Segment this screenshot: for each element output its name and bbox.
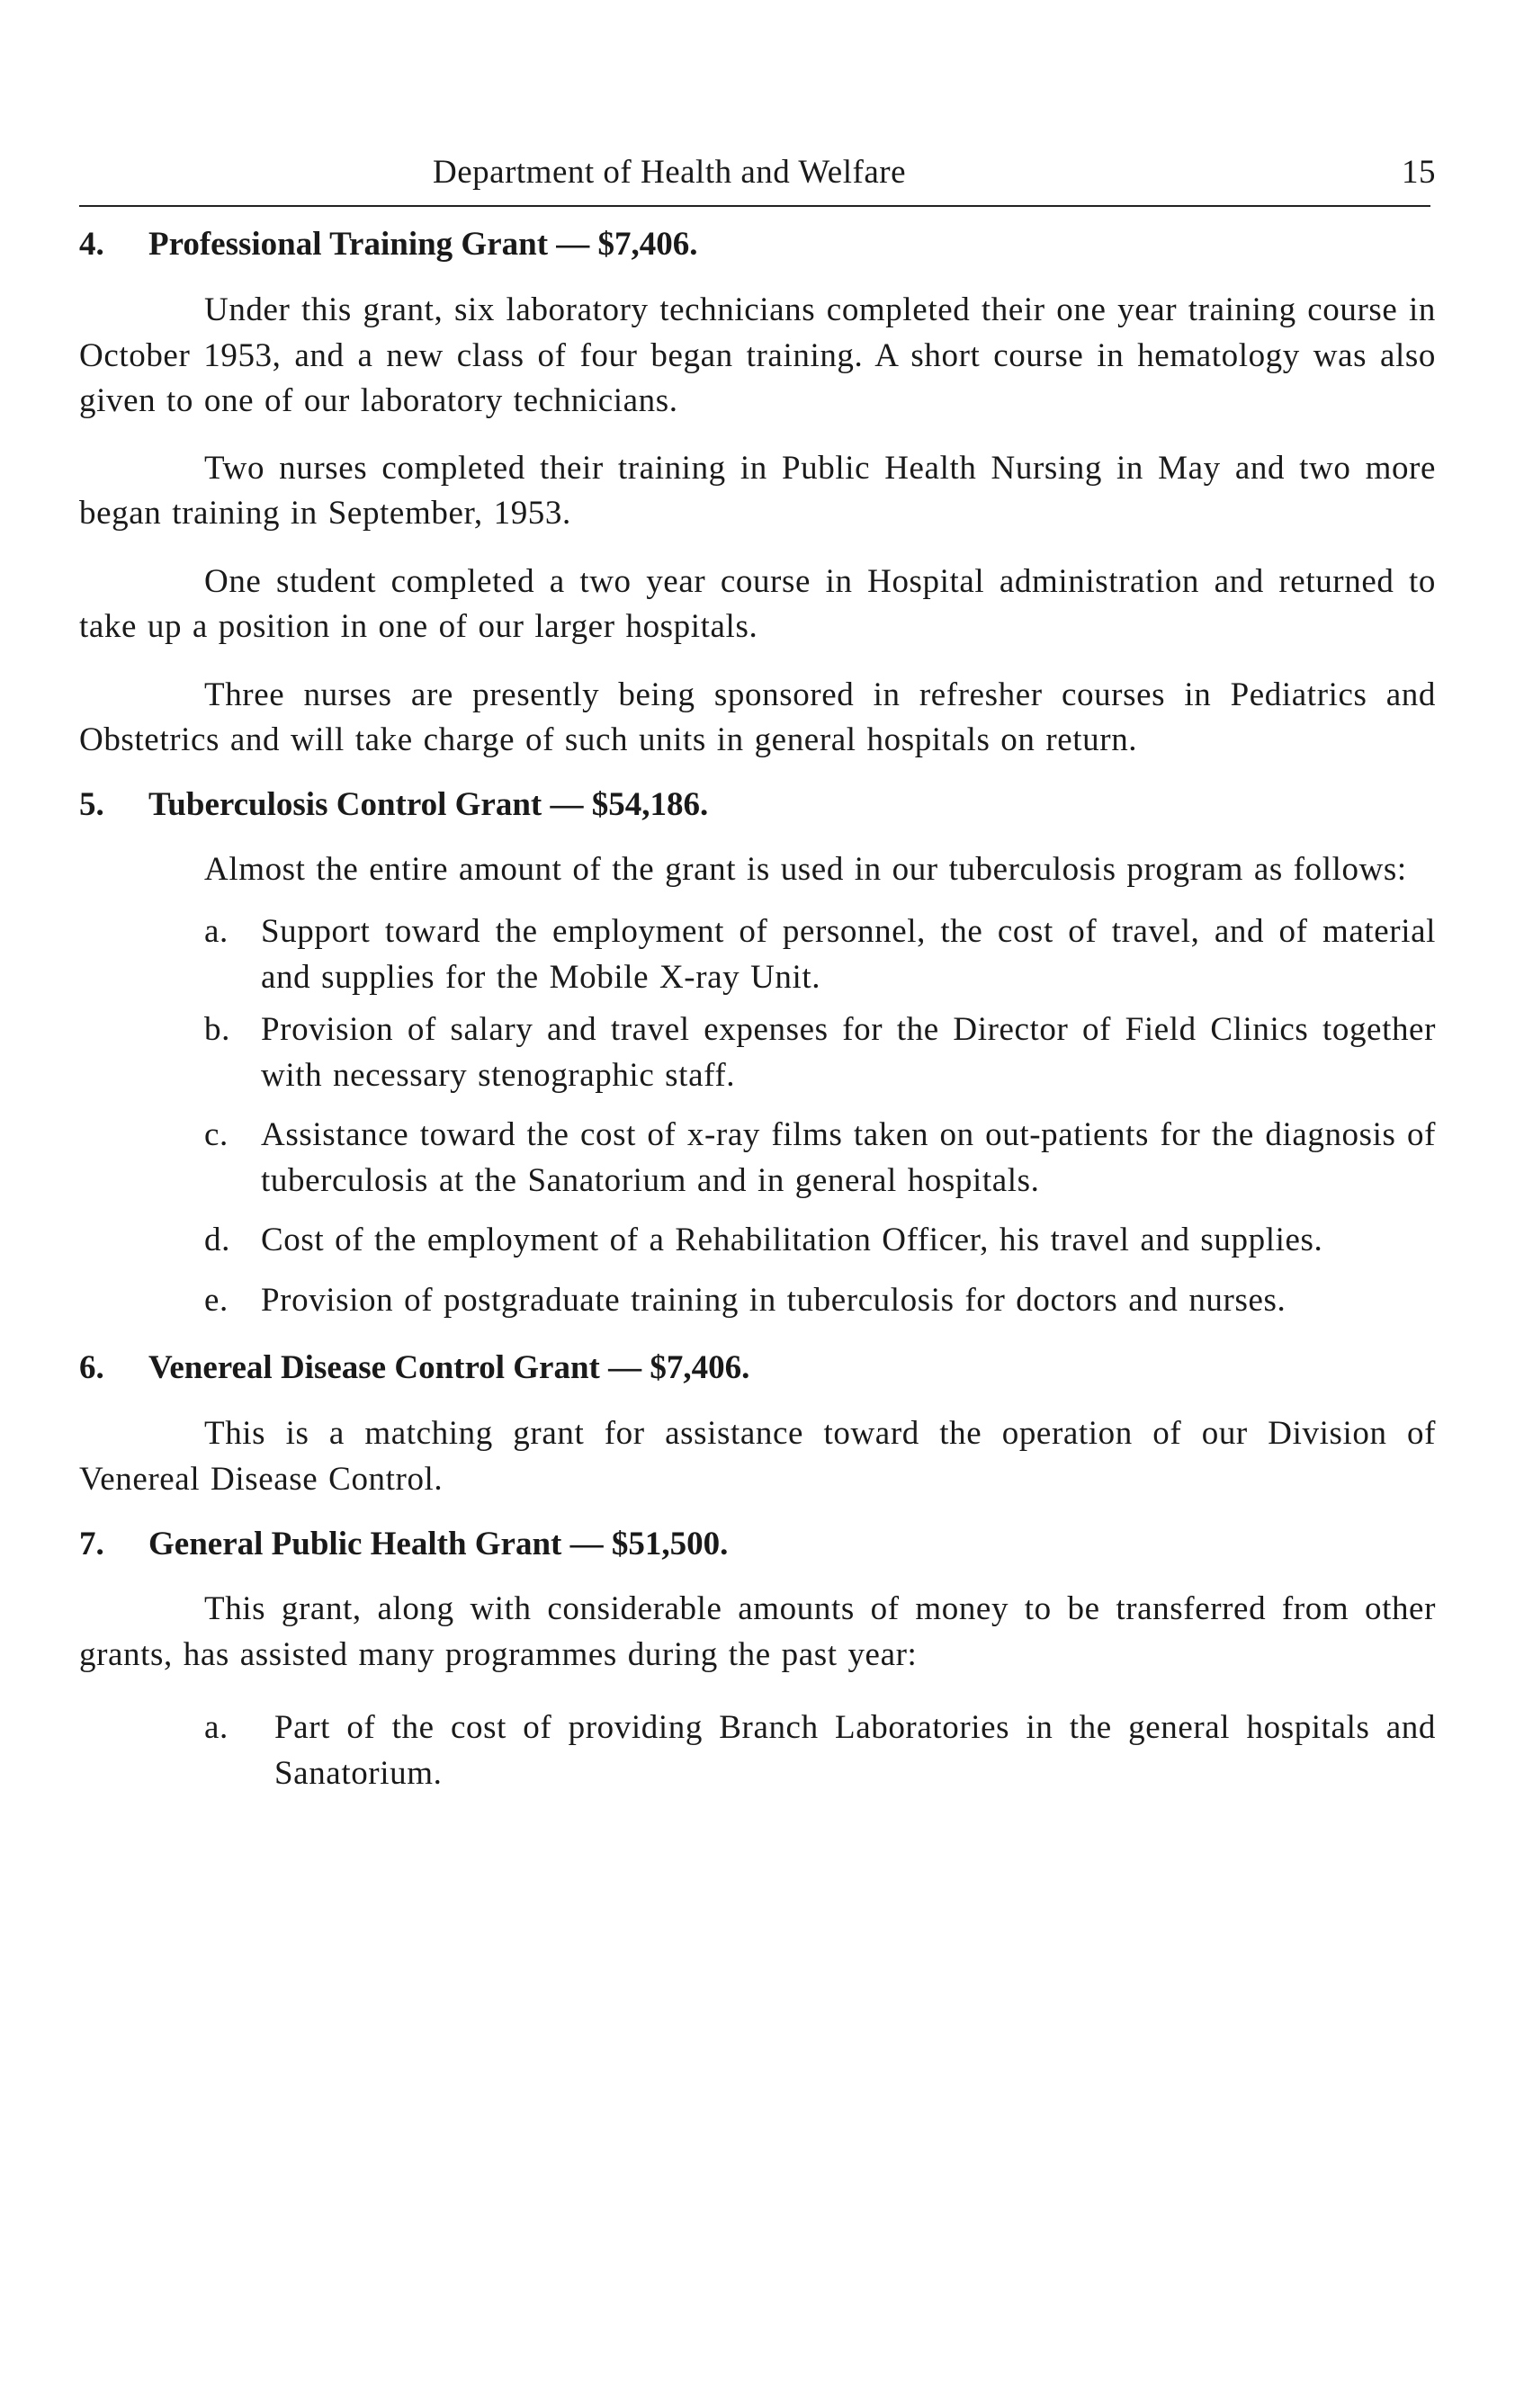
section-number: 5.	[79, 785, 104, 823]
list-item-text: Assistance toward the cost of x-ray films taken on out-patients for the diagnosis of tuberculosis at the Sanatorium and in general hospitals.	[261, 1116, 1436, 1199]
paragraph: Two nurses completed their training in Public Health Nursing in May and two more began training in September, 1953.	[79, 449, 1436, 532]
list-item-letter: c.	[204, 1116, 229, 1153]
list-item-text: Part of the cost of providing Branch Laboratories in the general hospitals and Sanatorium.	[274, 1709, 1436, 1792]
list-item-letter: d.	[204, 1222, 230, 1258]
paragraph: This grant, along with considerable amounts of money to be transferred from other grants, has assisted many programmes during the past year:	[79, 1590, 1436, 1673]
section-number: 4.	[79, 226, 104, 263]
list-item-text: Cost of the employment of a Rehabilitation Officer, his travel and supplies.	[261, 1222, 1323, 1258]
page-number: 15	[1402, 154, 1436, 191]
list-item	[204, 909, 1436, 1000]
paragraph: Under this grant, six laboratory technicians completed their one year training course in October 1953, and a new class of four began training. A short course in hematology was also given to one of our laboratory technicians.	[79, 291, 1436, 419]
section-title: Professional Training Grant — $7,406.	[148, 226, 698, 263]
paragraph: Almost the entire amount of the grant is used in our tuberculosis program as follows:	[204, 850, 1407, 888]
list-item-letter: e.	[204, 1281, 229, 1319]
list-item-text: Support toward the employment of personnel, the cost of travel, and of material and supplies for the Mobile X-ray Unit.	[261, 913, 1436, 996]
section-tuberculosis-control	[79, 783, 1436, 1324]
document-page	[79, 153, 1436, 1796]
section-number: 6.	[79, 1349, 104, 1386]
section-number: 7.	[79, 1526, 104, 1562]
paragraph: This is a matching grant for assistance toward the operation of our Division of Venereal Disease Control.	[79, 1415, 1436, 1498]
list-item-text: Provision of postgraduate training in tuberculosis for doctors and nurses.	[261, 1281, 1286, 1319]
section-heading	[79, 1522, 1436, 1567]
list-item-letter: a.	[204, 1709, 229, 1746]
section-title: Venereal Disease Control Grant — $7,406.	[148, 1349, 750, 1386]
public-health-program-list	[204, 1705, 1436, 1796]
section-professional-training	[79, 222, 1436, 764]
section-venereal-disease-control	[79, 1346, 1436, 1502]
running-head	[79, 153, 1436, 198]
list-item	[204, 1278, 1436, 1324]
list-item	[204, 1113, 1436, 1204]
section-heading	[79, 1346, 1436, 1391]
list-item-letter: b.	[204, 1011, 230, 1048]
running-head-title: Department of Health and Welfare	[433, 154, 906, 191]
section-heading	[79, 783, 1436, 828]
section-heading	[79, 222, 1436, 267]
paragraph: One student completed a two year course in Hospital administration and returned to take up a position in one of our larger hospitals.	[79, 562, 1436, 645]
header-rule	[79, 205, 1430, 207]
section-title: Tuberculosis Control Grant — $54,186.	[148, 785, 709, 823]
paragraph: Three nurses are presently being sponsored in refresher courses in Pediatrics and Obstetrics and will take charge of such units in general hospitals on return.	[79, 676, 1436, 758]
list-item	[204, 1705, 1436, 1796]
section-title: General Public Health Grant — $51,500.	[148, 1526, 729, 1562]
list-item-text: Provision of salary and travel expenses for the Director of Field Clinics together with necessary stenographic staff.	[261, 1011, 1436, 1094]
list-item-letter: a.	[204, 913, 229, 950]
section-general-public-health	[79, 1522, 1436, 1796]
list-item	[204, 1007, 1436, 1098]
list-item	[204, 1218, 1436, 1264]
tuberculosis-program-list	[204, 909, 1436, 1323]
